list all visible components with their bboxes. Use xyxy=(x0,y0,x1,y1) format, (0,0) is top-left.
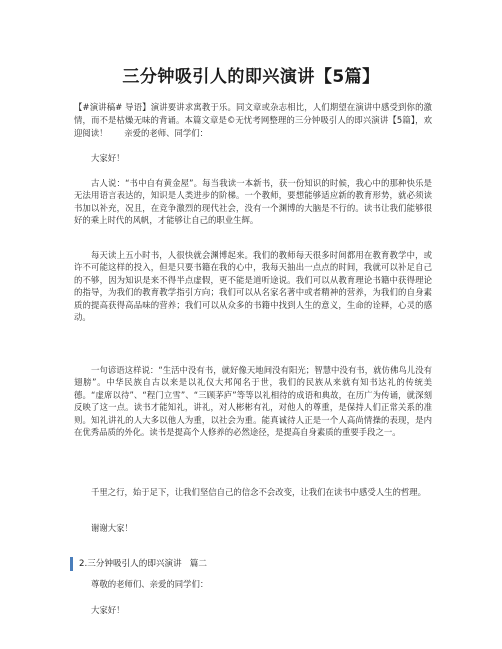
body-paragraph-4: 千里之行，始于足下，让我们坚信自己的信念不会改变，让我们在读书中感受人生的哲理。 xyxy=(91,487,426,497)
body-paragraph-2: 每天读上五小时书，人很快就会渊博起来。我们的教师每天很多时间都用在教育教学中，或许不可能这样的投入，但是只要书籍在我的心中，我每天抽出一点点的时间，我就可以补足自己的不够，因为知识是来不得半点虚假，更不能是道听途说。我们可以从教育理论书籍中获得理论的指导，为我们的教育教学指引方向；我们可以从名家名著中或者精神的营养，为我们的自身素质的提高获得高品味的营养；我们可以从众多的书籍中找到人生的意义，生命的诠释，心灵的感动。 xyxy=(74,250,432,323)
body-paragraph-3: 一句谚语这样说：“生活中没有书，就好像天地间没有阳光；智慧中没有书，就仿佛鸟儿没有翅膀”。中华民族自古以来是以礼仪大邦闻名于世，我们的民族从来就有知书达礼的传统美德。“虚席以待”、“程门立雪”、“三顾茅庐”等等以礼相待的成语和典故，在历广为传诵，就深刻反映了这一点。读书才能知礼，讲礼，对人彬彬有礼，对他人的尊重，是保持人们正常关系的准则。知礼讲礼的人大多以他人为重，以社会为重。能真诚待人正是一个人高尚情操的表现，是内在优秀品质的外化。读书是提高个人修养的必然途径，是提高自身素质的重要手段之一。 xyxy=(74,365,432,438)
document-title: 三分钟吸引人的即兴演讲【5篇】 xyxy=(122,67,380,87)
body-paragraph-1: 古人说：“书中自有黄金屋”。每当我读一本新书，获一份知识的时候，我心中的那种快乐是无法用语言表达的，知识是人类进步的阶梯。一个教师，要想能够适应新的教育形势，就必须读书加以补充，况且，在竞争激烈的现代社会，没有一个渊博的大脑是不行的。读书让我们能够很好的乘上时代的风帆，才能够让自己的职业生辉。 xyxy=(74,178,432,226)
section-2-heading-text: 2.三分钟吸引人的即兴演讲 xyxy=(79,559,182,569)
intro-paragraph: 【#演讲稿# 导语】演讲要讲求寓教于乐。同文章或杂志相比，人们期望在演讲中感受到你的激情，而不是枯燥无味的背诵。本篇文章是©无忧考网整理的三分钟吸引人的即兴演讲【5篇】，欢迎阅读！ 亲爱的老师、同学们： xyxy=(74,102,432,138)
closing-paragraph: 谢谢大家！ xyxy=(91,523,133,533)
section-2-heading xyxy=(70,557,432,571)
section-2-salutation: 尊敬的老师们、亲爱的同学们： xyxy=(91,579,209,589)
greeting-paragraph: 大家好！ xyxy=(91,153,125,163)
section-2-greeting: 大家好！ xyxy=(91,605,125,615)
section-2-heading-suffix: 篇二 xyxy=(189,559,207,569)
